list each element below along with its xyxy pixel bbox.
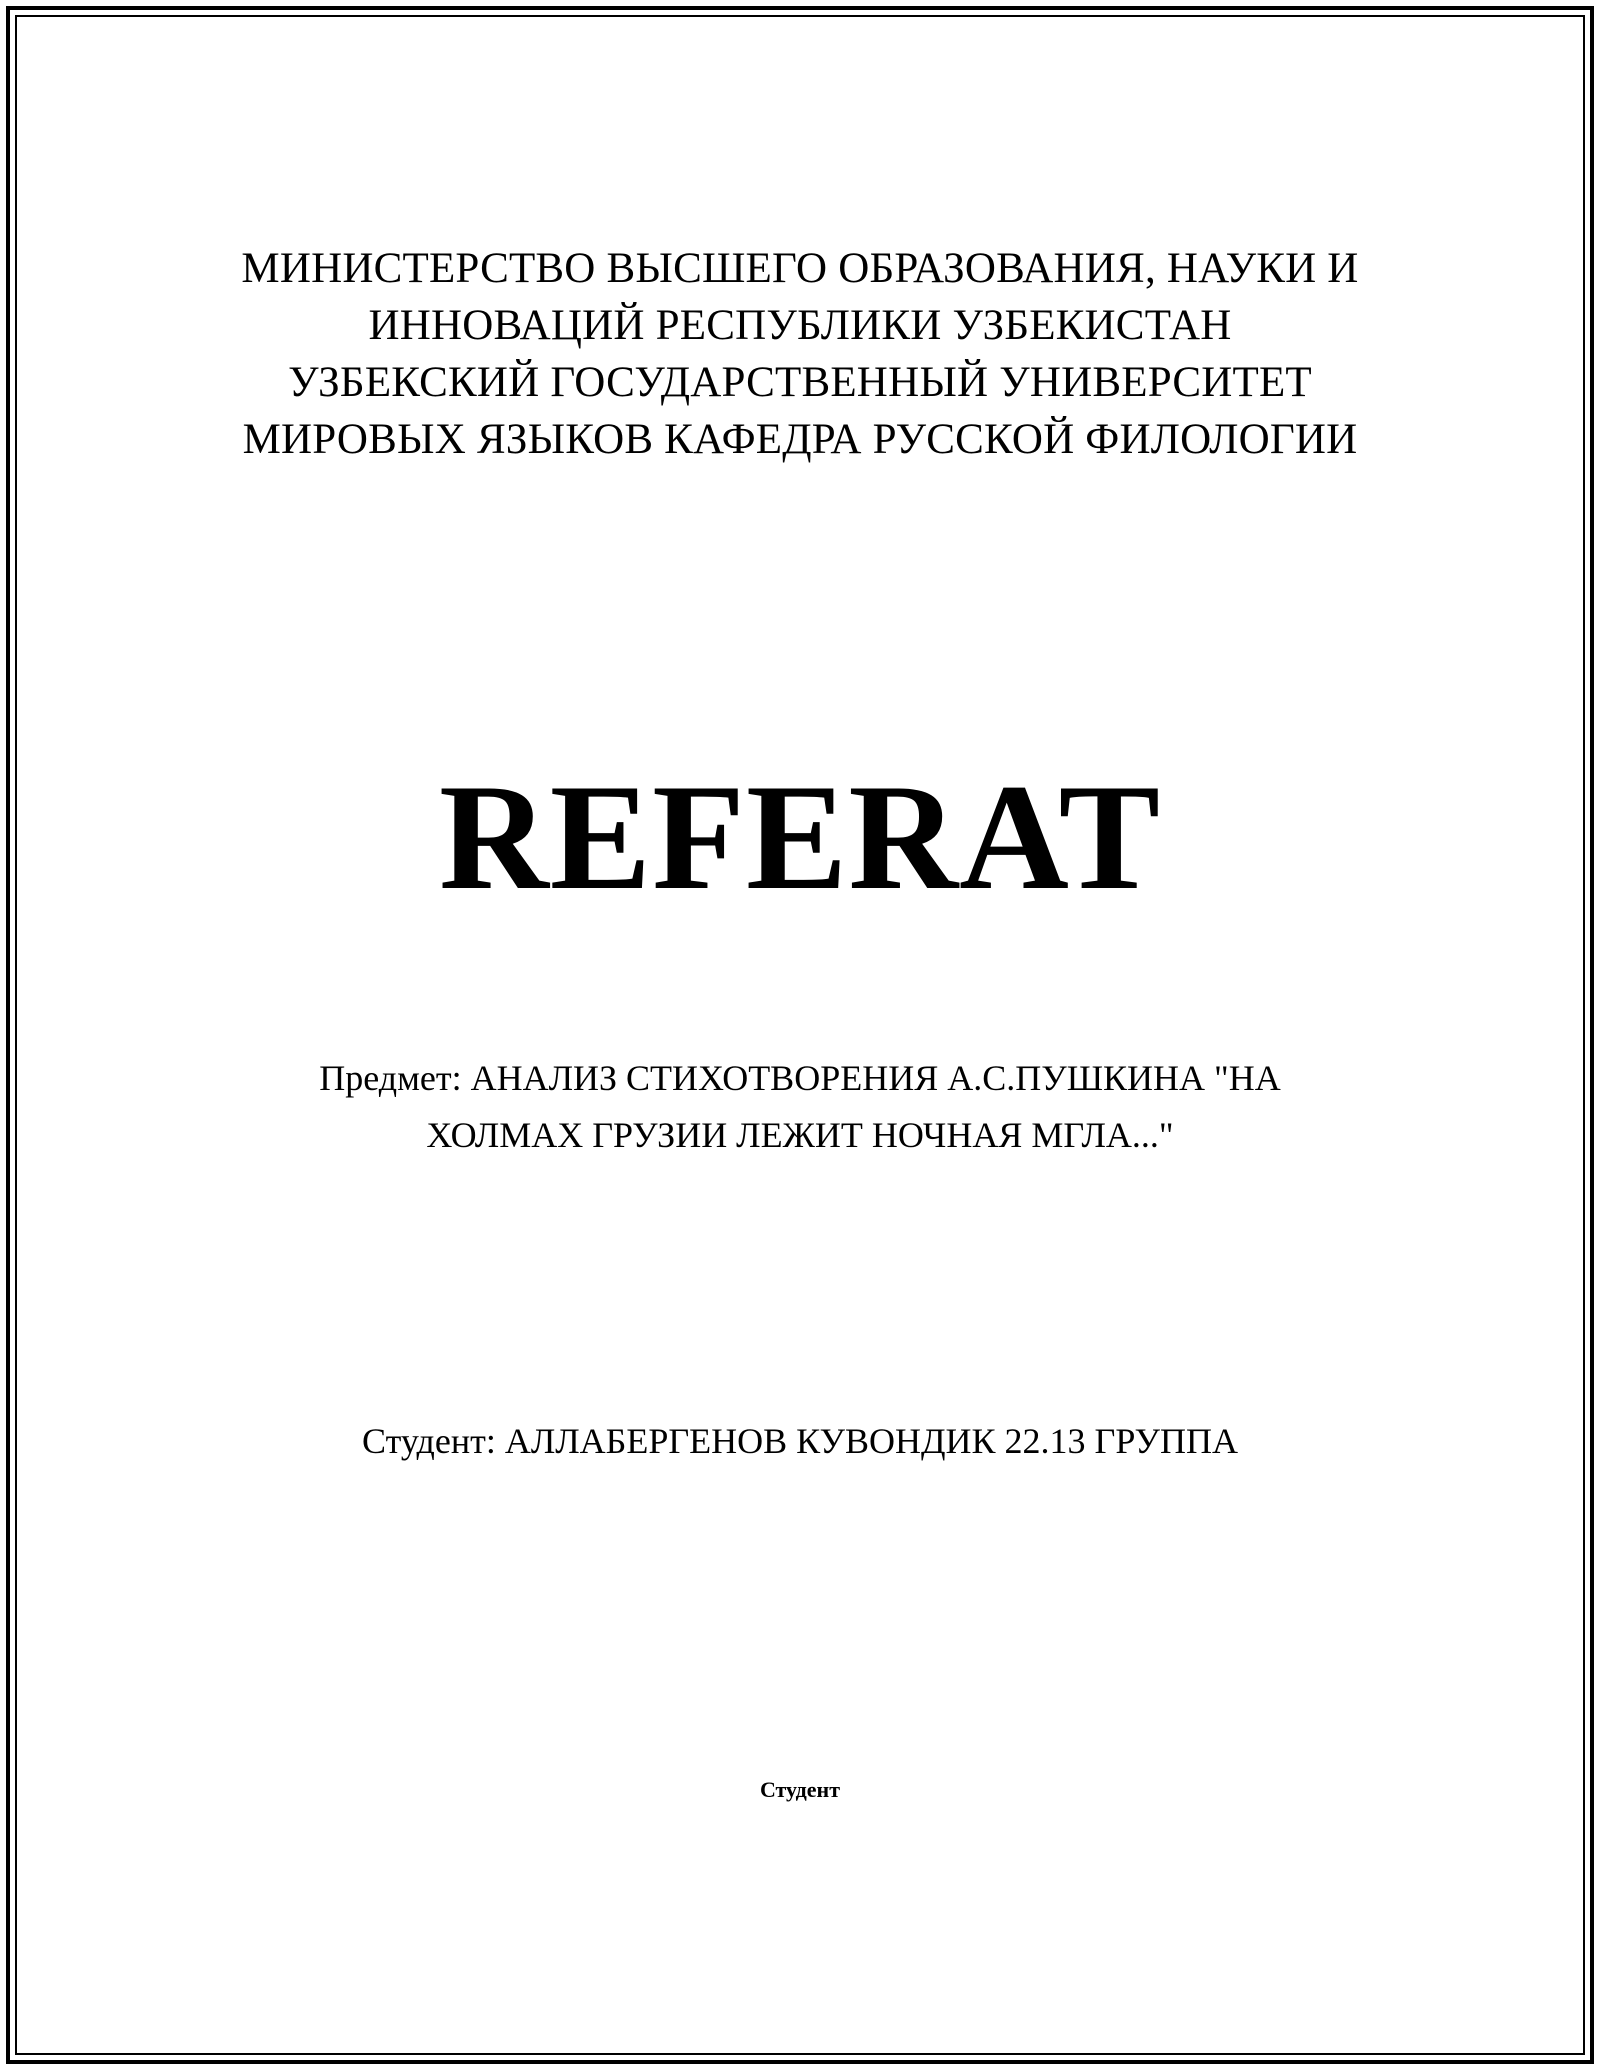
document-title: REFERAT <box>438 753 1162 921</box>
subject-line-1: Предмет: АНАЛИЗ СТИХОТВОРЕНИЯ А.С.ПУШКИНА "НА <box>319 1058 1281 1098</box>
student-footer-label: Студент <box>759 1777 841 1802</box>
header-line-3: УЗБЕКСКИЙ ГОСУДАРСТВЕННЫЙ УНИВЕРСИТЕТ <box>288 359 1312 406</box>
header-line-1: МИНИСТЕРСТВО ВЫСШЕГО ОБРАЗОВАНИЯ, НАУКИ И <box>241 245 1359 292</box>
ministry-header <box>0 240 1600 468</box>
student-info: Студент: АЛЛАБЕРГЕНОВ КУВОНДИК 22.13 ГРУППА <box>362 1421 1238 1461</box>
header-line-2: ИННОВАЦИЙ РЕСПУБЛИКИ УЗБЕКИСТАН <box>368 302 1232 349</box>
subject-line-2: ХОЛМАХ ГРУЗИИ ЛЕЖИТ НОЧНАЯ МГЛА..." <box>426 1115 1174 1155</box>
subject-block <box>0 1050 1600 1164</box>
header-line-4: МИРОВЫХ ЯЗЫКОВ КАФЕДРА РУССКОЙ ФИЛОЛОГИИ <box>242 416 1358 463</box>
